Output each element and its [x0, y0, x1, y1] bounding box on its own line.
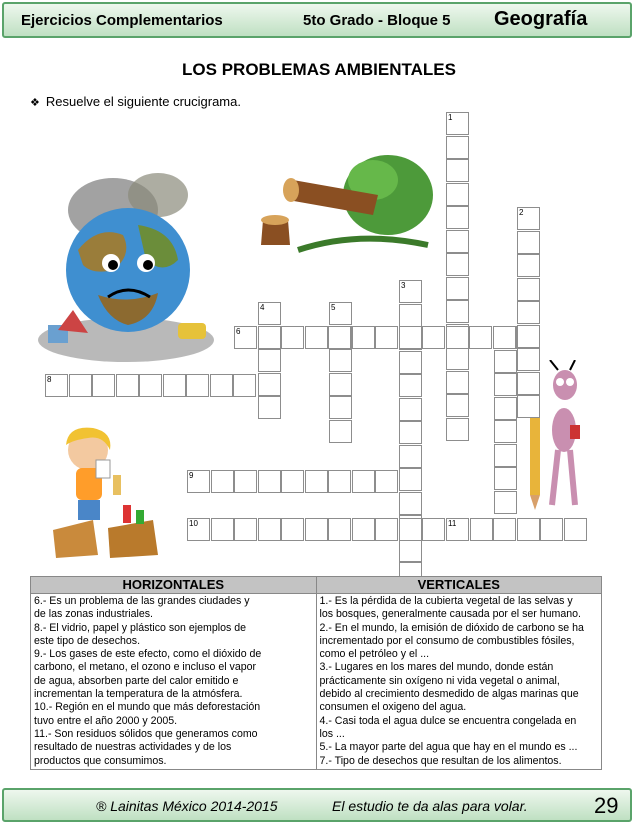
crossword-cell[interactable]	[329, 420, 352, 443]
crossword-cell[interactable]	[494, 444, 517, 467]
clue-line: incrementado por el consumo de combustibles fósiles,	[319, 634, 575, 647]
crossword-cell[interactable]	[446, 394, 469, 417]
footer-copyright: ® Lainitas México 2014-2015	[96, 798, 278, 814]
crossword-cell[interactable]	[494, 420, 517, 443]
clue-line: 10.- Región en el mundo que más deforestación	[34, 701, 261, 714]
clue-line: de agua, absorben parte del calor emitido e	[34, 674, 239, 687]
crossword-cell[interactable]	[399, 539, 422, 562]
crossword-cell[interactable]	[258, 518, 281, 541]
crossword-cell[interactable]	[399, 374, 422, 397]
clue-line: 5.- La mayor parte del agua que hay en el mundo es ...	[319, 741, 578, 754]
clues-table	[30, 576, 602, 770]
clue-line: 2.- En el mundo, la emisión de dióxido de carbono se ha	[319, 621, 584, 634]
page-header	[2, 2, 632, 38]
crossword-cell[interactable]	[305, 470, 328, 493]
crossword-cell[interactable]	[305, 518, 328, 541]
crossword-cell[interactable]	[210, 374, 233, 397]
crossword-cell[interactable]	[494, 373, 517, 396]
page-number: 29	[594, 793, 619, 818]
crossword-cell[interactable]	[517, 518, 540, 541]
clue-line: 1.- Es la pérdida de la cubierta vegetal de las selvas y	[319, 595, 573, 607]
clue-line: 3.- Lugares en los mares del mundo, donde están	[319, 661, 554, 674]
crossword-cell[interactable]	[422, 326, 445, 349]
crossword-cell[interactable]	[446, 326, 469, 349]
crossword-cell[interactable]	[258, 326, 281, 349]
sad-earth-illustration	[38, 155, 218, 365]
crossword-number: 4	[260, 303, 265, 312]
crossword-cell[interactable]	[234, 470, 257, 493]
crossword-cell[interactable]	[258, 396, 281, 419]
crossword-cell[interactable]	[328, 518, 351, 541]
crossword-cell[interactable]	[92, 374, 115, 397]
crossword-number: 1	[448, 113, 453, 122]
clue-line: 8.- El vidrio, papel y plástico son ejemplos de	[34, 621, 246, 634]
clue-line: productos que consumimos.	[34, 754, 167, 767]
crossword-cell[interactable]	[517, 278, 540, 301]
crossword-cell[interactable]	[517, 348, 540, 371]
horizontal-header: HORIZONTALES	[31, 577, 317, 594]
crossword-cell[interactable]	[399, 492, 422, 515]
crossword-cell[interactable]	[328, 326, 351, 349]
crossword-number: 5	[331, 303, 336, 312]
crossword-cell[interactable]	[352, 518, 375, 541]
crossword-cell[interactable]	[446, 230, 469, 253]
crossword-cell[interactable]	[494, 467, 517, 490]
crossword-cell[interactable]	[352, 470, 375, 493]
crossword-cell[interactable]	[517, 231, 540, 254]
crossword-cell[interactable]	[328, 470, 351, 493]
clue-line: incrementan la temperatura de la atmósfera.	[34, 688, 243, 701]
crossword-cell[interactable]	[211, 518, 234, 541]
clue-line: 11.- Son residuos sólidos que generamos como	[34, 727, 258, 740]
crossword-cell[interactable]	[399, 445, 422, 468]
crossword-number: 9	[189, 471, 194, 480]
crossword-cell[interactable]	[329, 349, 352, 372]
vertical-clues	[316, 594, 602, 770]
clue-line: este tipo de desechos.	[34, 634, 141, 647]
crossword-cell[interactable]	[329, 396, 352, 419]
diamond-bullet-icon: ❖	[30, 97, 40, 109]
header-subject-label: Ejercicios Complementarios	[21, 12, 223, 29]
crossword-number: 3	[401, 281, 406, 290]
crossword-cell[interactable]	[399, 518, 422, 541]
crossword-cell[interactable]	[258, 373, 281, 396]
crossword-cell[interactable]	[517, 372, 540, 395]
crossword-cell[interactable]	[446, 371, 469, 394]
clue-line: 6.- Es un problema de las grandes ciudades y	[34, 595, 250, 607]
crossword-cell[interactable]	[446, 300, 469, 323]
crossword-cell[interactable]	[446, 206, 469, 229]
crossword-cell[interactable]	[258, 470, 281, 493]
crossword-cell[interactable]	[470, 518, 493, 541]
crossword-cell[interactable]	[163, 374, 186, 397]
crossword-cell[interactable]	[446, 418, 469, 441]
crossword-cell[interactable]	[399, 326, 422, 349]
crossword-cell[interactable]	[446, 159, 469, 182]
crossword-cell[interactable]	[517, 254, 540, 277]
crossword-cell[interactable]	[540, 518, 563, 541]
crossword-cell[interactable]	[469, 326, 492, 349]
crossword-cell[interactable]	[422, 518, 445, 541]
crossword-number: 10	[189, 519, 198, 528]
crossword-cell[interactable]	[517, 325, 540, 348]
crossword-cell[interactable]	[446, 136, 469, 159]
clue-line: resultado de nuestras actividades y de los	[34, 741, 232, 754]
crossword-cell[interactable]	[211, 470, 234, 493]
crossword-cell[interactable]	[446, 183, 469, 206]
clue-line: los ...	[319, 727, 345, 740]
crossword-cell[interactable]	[399, 421, 422, 444]
clue-line: 9.- Los gases de este efecto, como el dióxido de	[34, 648, 262, 661]
crossword-cell[interactable]	[375, 470, 398, 493]
crossword-cell[interactable]	[281, 326, 304, 349]
page-footer	[2, 788, 632, 822]
crossword-cell[interactable]	[494, 397, 517, 420]
footer-motto: El estudio te da alas para volar.	[332, 798, 528, 814]
header-grade-label: 5to Grado - Bloque 5	[303, 12, 451, 29]
clue-line: como el petróleo y el ...	[319, 648, 430, 661]
header-topic-label: Geografía	[494, 8, 588, 30]
instruction	[30, 94, 241, 109]
crossword-cell[interactable]	[352, 326, 375, 349]
clue-line: debido al crecimiento desmedido de algas marinas que	[319, 688, 579, 701]
clue-line: de las zonas industriales.	[34, 608, 153, 621]
crossword-cell[interactable]	[399, 304, 422, 327]
crossword-number: 11	[448, 519, 457, 528]
crossword-number: 2	[519, 208, 524, 217]
crossword-cell[interactable]	[375, 518, 398, 541]
crossword-cell[interactable]	[375, 326, 398, 349]
clue-line: tuvo entre el año 2000 y 2005.	[34, 714, 178, 727]
clue-line: los bosques, generalmente causada por el ser humano.	[319, 608, 581, 621]
crossword-cell[interactable]	[116, 374, 139, 397]
vertical-header: VERTICALES	[316, 577, 602, 594]
crossword-cell[interactable]	[446, 347, 469, 370]
clue-line: prácticamente sin oxígeno ni vida vegetal o animal,	[319, 674, 560, 687]
crossword-cell[interactable]	[186, 374, 209, 397]
crossword-cell[interactable]	[399, 468, 422, 491]
crossword-cell[interactable]	[281, 518, 304, 541]
crossword-cell[interactable]	[281, 470, 304, 493]
crossword-cell[interactable]	[446, 253, 469, 276]
clue-line: carbono, el metano, el ozono e incluso el vapor	[34, 661, 257, 674]
instruction-text: Resuelve el siguiente crucigrama.	[45, 94, 241, 109]
crossword-cell[interactable]	[493, 518, 516, 541]
clue-line: consumen el oxigeno del agua.	[319, 701, 467, 714]
girl-with-trash-illustration	[48, 420, 168, 560]
crossword-cell[interactable]	[305, 326, 328, 349]
crossword-number: 6	[236, 327, 241, 336]
crossword-cell[interactable]	[493, 326, 516, 349]
cut-tree-illustration	[258, 150, 438, 260]
crossword-cell[interactable]	[564, 518, 587, 541]
crossword-cell[interactable]	[517, 395, 540, 418]
crossword-cell[interactable]	[517, 301, 540, 324]
horizontal-clues	[31, 594, 317, 770]
crossword-cell[interactable]	[69, 374, 92, 397]
crossword-cell[interactable]	[234, 518, 257, 541]
crossword-number: 8	[47, 375, 52, 384]
crossword-cell[interactable]	[233, 374, 256, 397]
clue-line: 7.- Tipo de desechos que resultan de los alimentos.	[319, 754, 562, 767]
crossword-cell[interactable]	[399, 398, 422, 421]
clue-line: 4.- Casi toda el agua dulce se encuentra congelada en	[319, 714, 577, 727]
crossword-cell[interactable]	[258, 349, 281, 372]
crossword-cell[interactable]	[494, 491, 517, 514]
page-title: LOS PROBLEMAS AMBIENTALES	[182, 60, 456, 79]
crossword-cell[interactable]	[494, 350, 517, 373]
crossword-cell[interactable]	[139, 374, 162, 397]
crossword-cell[interactable]	[399, 351, 422, 374]
crossword-cell[interactable]	[446, 277, 469, 300]
crossword-cell[interactable]	[329, 373, 352, 396]
